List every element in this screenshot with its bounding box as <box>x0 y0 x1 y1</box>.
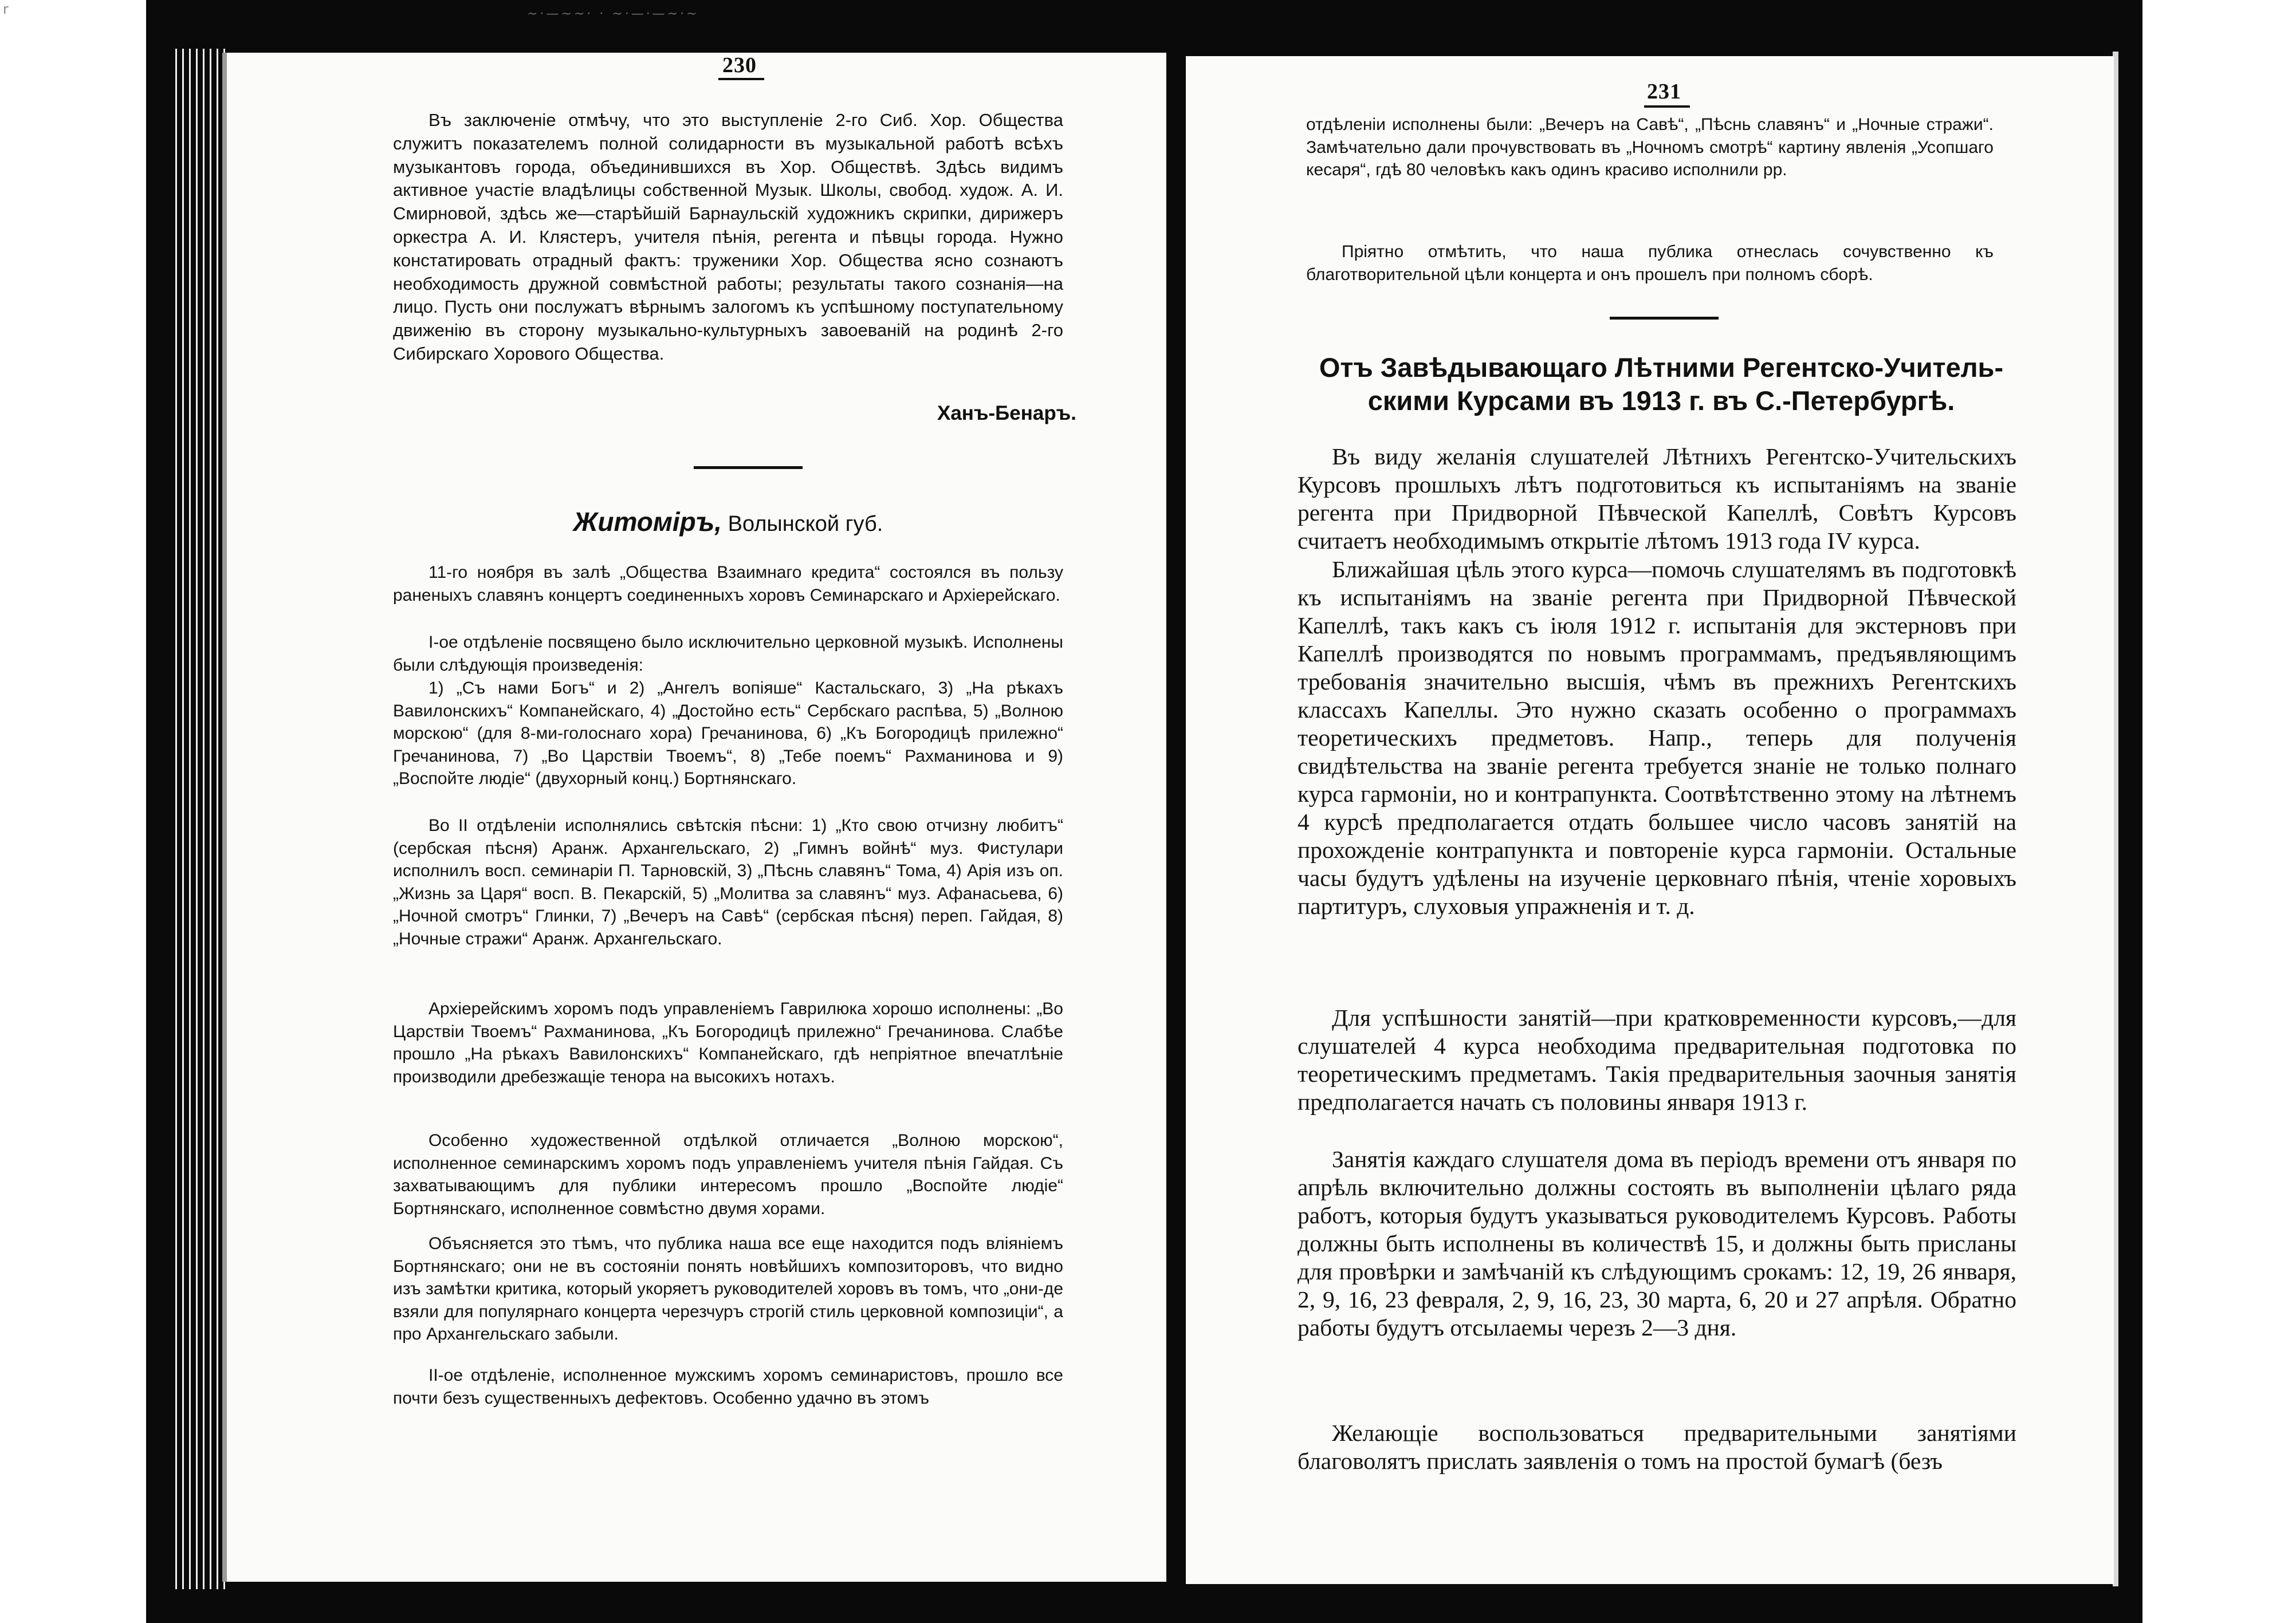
closing-paragraph-right: Пріятно отмѣтить, что наша публика отнеслась сочувственно къ благотворительной цѣли концерта и онъ прошелъ при полномъ сборѣ. <box>1306 242 1994 284</box>
paragraph-2: I-ое отдѣленіе посвящено было исключительно церковной музыкѣ. Исполнены были слѣдующія произведенія: <box>393 633 1063 675</box>
notice-heading-line-2: скими Курсами въ 1913 г. въ С.-Петербургѣ. <box>1367 385 1955 416</box>
right-page <box>1186 56 2114 1584</box>
notice-heading <box>1272 351 2051 417</box>
paragraph-5: Архіерейскимъ хоромъ подъ управленіемъ Гаврилюка хорошо исполнены: „Во Царствіи Твоемъ“ Рахманинова, „Къ Богородицѣ прилежно“ Гречанинова. Слабѣе прошло „На рѣкахъ Вавилонскихъ“ Компанейскаго, гдѣ непріятное впечатлѣніе производили дребезжащіе тенора на высокихъ нотахъ. <box>393 999 1063 1086</box>
scan-top-marks: ~·—~~· · ~·—·—~·~ <box>527 7 699 21</box>
notice-paragraph-2: Ближайшая цѣль этого курса—помочь слушателямъ въ подготовкѣ къ испытаніямъ на званіе регента при Придворной Пѣвческой Капеллѣ, такъ какъ съ іюля 1912 г. испытанія для экстерновъ при Капеллѣ производятся по новымъ программамъ, предъявляющимъ требованія значительно высшія, чѣмъ въ прежнихъ Регентскихъ классахъ Капеллы. Это нужно сказать особенно о программахъ теоретическихъ предметовъ. Напр., теперь для полученія свидѣтельства на званіе регента требуется знаніе не только полнаго курса гармоніи, но и контрапункта. Соотвѣтственно этому на лѣтнемъ 4 курсѣ предполагается отдать большее число часовъ занятій на прохожденіе контрапункта и повтореніе курса гармоніи. Остальные часы будутъ удѣлены на изученіе церковнаго пѣнія, чтеніе хоровыхъ партитуръ, слуховыя упражненія и т. д. <box>1298 556 2016 919</box>
left-page <box>222 53 1166 1582</box>
section-title-province: Волынской губ. <box>722 512 883 536</box>
section-divider <box>694 466 803 469</box>
book-page-edges <box>172 49 226 1589</box>
paragraph-7: Объясняется это тѣмъ, что публика наша все еще находится подъ вліяніемъ Бортнянскаго; они не въ состояніи понять новѣйшихъ композиторовъ, что видно изъ замѣтки критика, который укоряетъ руководителей хоровъ въ томъ, что „они-де взяли для популярнаго концерта черезчуръ строгій стиль церковной композиціи“, а про Архангельскаго забыли. <box>393 1234 1063 1344</box>
page-number-underline <box>718 78 764 80</box>
closing-paragraph: Въ заключеніе отмѣчу, что это выступленіе 2-го Сиб. Хор. Общества служитъ показателемъ полной солидарности въ музыкальной работѣ всѣхъ музыкантовъ города, объединившихся въ Хор. Обществѣ. Здѣсь видимъ активное участіе владѣлицы собственной Музык. Школы, свобод. худож. А. И. Смирновой, здѣсь же—старѣйшій Барнаульскій художникъ скрипки, дирижеръ оркестра А. И. Клястеръ, учителя пѣнія, регента и пѣвцы города. Нужно констатировать отрадный фактъ: труженики Хор. Общества ясно сознаютъ необходимость дружной совмѣстной работы; результаты такого сознанія—на лицо. Пусть они послужатъ вѣрнымъ залогомъ къ успѣшному поступательному движенію въ сторону музыкально-культурныхъ завоеваній на родинѣ 2-го Сибирскаго Хорового Общества. <box>393 110 1063 364</box>
scan-corner-mark: r <box>3 1 9 17</box>
notice-heading-line-1: Отъ Завѣдывающаго Лѣтними Регентско-Учитель- <box>1319 352 2004 383</box>
notice-paragraph-4: Занятія каждаго слушателя дома въ періодъ времени отъ января по апрѣль включительно должны состоять въ выполненіи цѣлаго ряда работъ, которыя будутъ указываться руководителемъ Курсовъ. Работы должны быть исполнены въ количествѣ 15, и должны быть присланы для провѣрки и замѣчаній къ слѣдующимъ срокамъ: 12, 19, 26 января, 2, 9, 16, 23 февраля, 2, 9, 16, 23, 30 марта, 6, 20 и 27 апрѣля. Обратно работы будутъ отсылаемы черезъ 2—3 дня. <box>1298 1146 2016 1341</box>
notice-paragraph-1: Въ виду желанія слушателей Лѣтнихъ Регентско-Учительскихъ Курсовъ прошлыхъ лѣтъ подготовиться къ испытаніямъ на званіе регента при Придворной Пѣвческой Капеллѣ, Совѣтъ Курсовъ считаетъ необходимымъ открытіе лѣтомъ 1913 года IV курса. <box>1298 443 2016 554</box>
page-number-underline <box>1644 105 1690 108</box>
page-number-230: 230 <box>722 53 757 77</box>
paragraph-3: 1) „Съ нами Богъ“ и 2) „Ангелъ вопіяше“ Кастальскаго, 3) „На рѣкахъ Вавилонскихъ“ Компанейскаго, 4) „Достойно есть“ Сербскаго распѣва, 5) „Волною морскою“ (для 8-ми-голоснаго хора) Гречанинова, 6) „Къ Богородицѣ прилежно“ Гречанинова, 7) „Во Царствіи Твоемъ“, 8) „Тебе поемъ“ Рахманинова и 9) „Воспойте людіе“ (двухорный конц.) Бортнянскаго. <box>393 679 1063 788</box>
paragraph-6: Особенно художественной отдѣлкой отличается „Волною морскою“, исполненное семинарскимъ хоромъ подъ управленіемъ учителя пѣнія Гайдая. Съ захватывающимъ для публики интересомъ прошло „Воспойте людіе“ Бортнянскаго, исполненное совмѣстно двумя хорами. <box>393 1131 1063 1218</box>
notice-paragraph-5: Желающіе воспользоваться предварительными занятіями благоволятъ прислать заявленія о томъ на простой бумагѣ (безъ <box>1298 1420 2016 1474</box>
paragraph-4: Во II отдѣленіи исполнялись свѣтскія пѣсни: 1) „Кто свою отчизну любитъ“ (сербская пѣсня) Аранж. Архангельскаго, 2) „Гимнъ войнѣ“ муз. Фистулари исполнилъ восп. семинаріи П. Тарновскій, 3) „Пѣснь славянъ“ Тома, 4) Арія изъ оп. „Жизнь за Царя“ восп. В. Пекарскій, 5) „Молитва за славянъ“ муз. Афанасьева, 6) „Ночной смотръ“ Глинки, 7) „Вечеръ на Савѣ“ (сербская пѣсня) переп. Гайдая, 8) „Ночные стражи“ Аранж. Архангельскаго. <box>393 816 1063 948</box>
paragraph-8: II-ое отдѣленіе, исполненное мужскимъ хоромъ семинаристовъ, прошло все почти безъ существенныхъ дефектовъ. Особенно удачно въ этомъ <box>393 1366 1063 1408</box>
section-title <box>393 506 1063 537</box>
continuation-paragraph: отдѣленіи исполнены были: „Вечеръ на Савѣ“, „Пѣснь славянъ“ и „Ночные стражи“. Замѣчательно дали прочувствовать въ „Ночномъ смотрѣ“ картину явленія „Усопшаго кесаря“, гдѣ 80 человѣкъ какъ одинъ красиво исполнили рр. <box>1306 115 1994 179</box>
section-title-city: Житоміръ, <box>573 507 722 537</box>
section-divider-right <box>1610 317 1719 320</box>
page-number-231: 231 <box>1647 80 1681 104</box>
notice-paragraph-3: Для успѣшности занятій—при кратковременности курсовъ,—для слушателей 4 курса необходима предварительная подготовка по теоретическимъ предметамъ. Такія предварительныя заочныя занятія предполагается начать съ половины января 1913 г. <box>1298 1004 2016 1115</box>
signature: Ханъ-Бенаръ. <box>937 402 1076 424</box>
paragraph-1: 11-го ноября въ залѣ „Общества Взаимнаго кредита“ состоялся въ пользу раненыхъ славянъ концертъ соединенныхъ хоровъ Семинарскаго и Архіерейскаго. <box>393 563 1063 605</box>
